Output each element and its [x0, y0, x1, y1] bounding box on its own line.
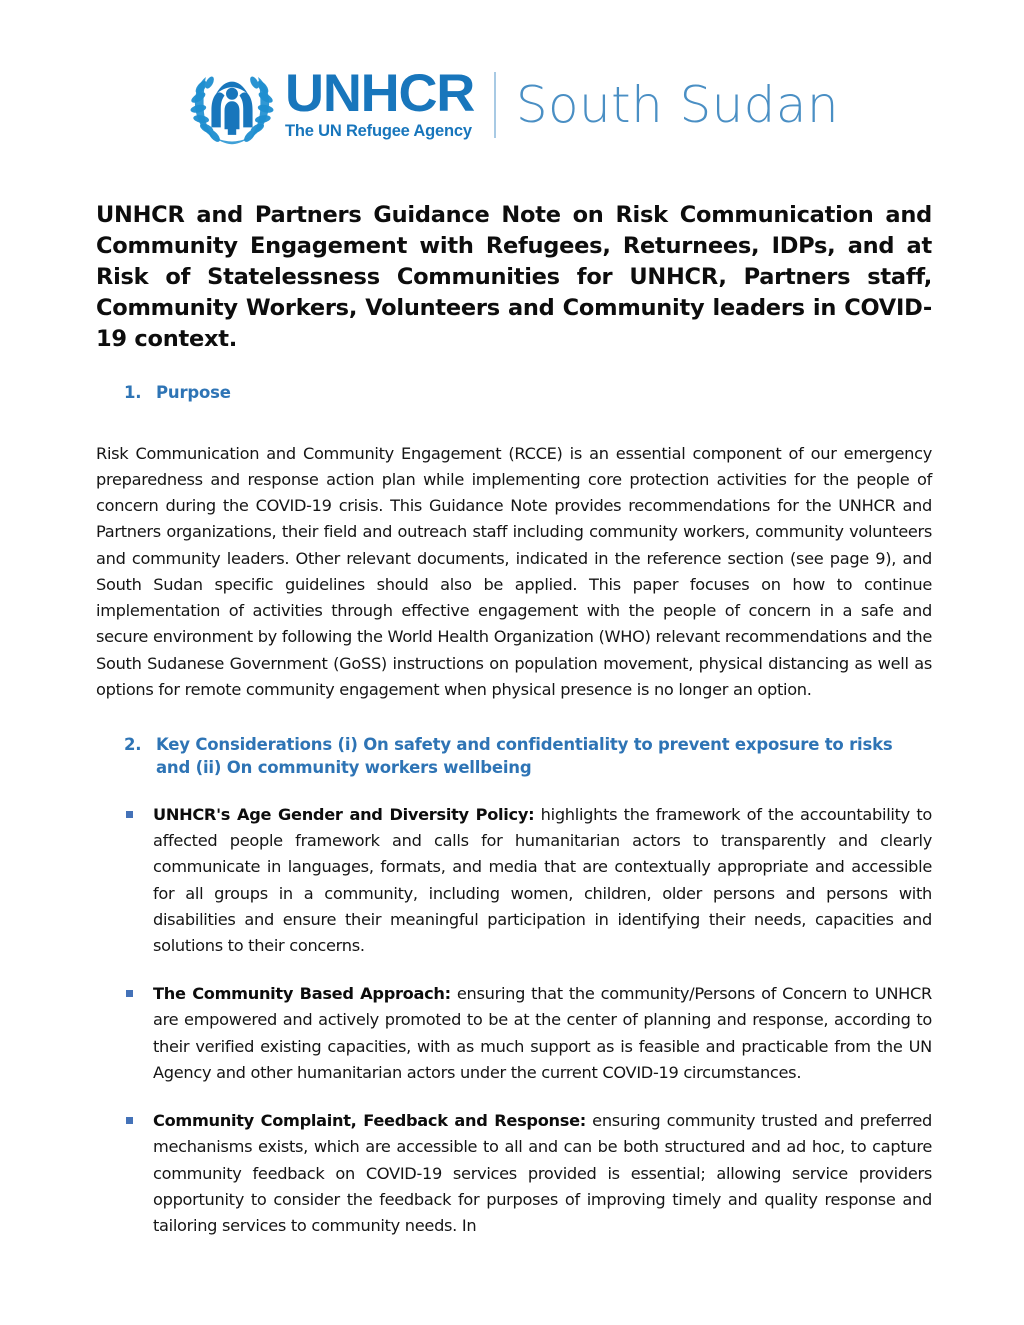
section-heading-purpose — [96, 381, 932, 404]
list-item — [96, 802, 932, 959]
document-title: UNHCR and Partners Guidance Note on Risk Communication and Community Engagement with Refugees, Returnees, IDPs, and at Risk of Statelessness Communities for UNHCR, Partners staff, Community Workers, Volunteers and Community leaders in COVID-19 context. — [96, 202, 932, 353]
unhcr-wordmark-block — [285, 64, 475, 145]
list-item-text — [153, 1108, 932, 1239]
square-bullet-icon — [126, 802, 153, 818]
list-item-separator: : — [528, 804, 535, 824]
list-item-text — [153, 802, 932, 959]
list-item-separator: : — [444, 984, 451, 1004]
list-item-lead: UNHCR's Age Gender and Diversity Policy — [153, 804, 529, 824]
section-number: 2. — [124, 735, 142, 754]
list-item-lead: Community Complaint, Feedback and Response — [153, 1111, 580, 1131]
spacer — [96, 780, 932, 802]
list-item — [96, 1108, 932, 1239]
key-considerations-list — [96, 802, 932, 1240]
unhcr-wordmark: UNHCR — [285, 64, 475, 124]
list-item-body: ensuring community trusted and preferred mechanisms exists, which are accessible to all and can be both structured and ad hoc, to capture community feedback on COVID-19 services provided is essential; allowing service providers opportunity to consider the feedback for purposes of improving timely and quality response and tailoring services to community needs. In — [153, 1111, 933, 1236]
document-header — [0, 55, 1024, 155]
unhcr-tagline: The UN Refugee Agency — [285, 121, 472, 140]
list-item-body: highlights the framework of the accountability to affected people framework and calls for humanitarian actors to transparently and clearly communicate in languages, formats, and media that are contextually appropriate and accessible for all groups in a community, including women, children, older persons and persons with disabilities and ensure their meaningful participation in identifying their needs, capacities and solutions to their concerns. — [153, 804, 932, 956]
square-bullet-icon — [126, 1108, 153, 1124]
square-bullet-icon — [126, 981, 153, 997]
unhcr-south-sudan-logo — [185, 59, 839, 151]
list-item-body: ensuring that the community/Persons of Concern to UNHCR are empowered and actively promoted to be at the center of planning and response, according to their verified existing capacities, with as much support as is feasible and practicable from the UN Agency and other humanitarian actors under the current COVID-19 circumstances. — [153, 984, 932, 1082]
unhcr-emblem-icon — [185, 62, 279, 148]
spacer — [96, 703, 932, 733]
section-number: 1. — [124, 383, 142, 403]
document-body — [96, 200, 932, 1239]
list-item — [96, 981, 932, 1086]
logo-divider — [494, 72, 496, 138]
list-item-lead: The Community Based Approach — [153, 984, 445, 1004]
section-title: Key Considerations (i) On safety and confidentiality to prevent exposure to risks and (ii) On community workers wellbeing — [156, 735, 893, 778]
section-title: Purpose — [156, 383, 231, 403]
spacer — [96, 405, 932, 441]
country-name: South Sudan — [515, 76, 839, 134]
section-heading-key-considerations — [96, 733, 932, 780]
purpose-paragraph: Risk Communication and Community Engagement (RCCE) is an essential component of our emergency preparedness and response action plan while implementing core protection activities for the people of concern during the COVID-19 crisis. This Guidance Note provides recommendations for the UNHCR and Partners organizations, their field and outreach staff including community workers, community volunteers and community leaders. Other relevant documents, indicated in the reference section (see page 9), and South Sudan specific guidelines should also be applied. This paper focuses on how to continue implementation of activities through effective engagement with the people of concern in a safe and secure environment by following the World Health Organization (WHO) relevant recommendations and the South Sudanese Government (GoSS) instructions on population movement, physical distancing as well as options for remote community engagement when physical presence is no longer an option. — [96, 443, 932, 699]
list-item-separator: : — [579, 1111, 586, 1131]
list-item-text — [153, 981, 932, 1086]
